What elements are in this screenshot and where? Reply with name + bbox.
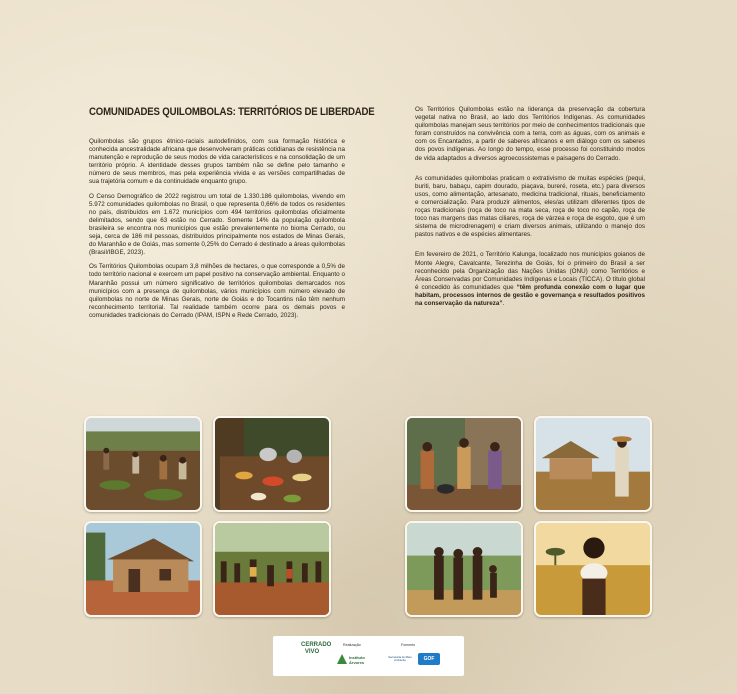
quote-highlight: “têm profunda conexão com o lugar que habitam, processos internos de gestão e governança e resultados positivos na conservação da natureza” xyxy=(415,283,645,307)
photo-thatched-hut-woman xyxy=(534,416,652,512)
paragraph-2: O Censo Demográfico de 2022 registrou um total de 1.330.186 quilombolas, vivendo em 5.972 comunidades quilombolas no Brasil, o que representa 0,66% de todos os residentes no país, distribuídos em 1.672 municípios com 494 territórios quilombolas oficialmente delimitados, sendo que 63 estão no Cerrado. Somente 14% da população quilombola brasileira se encontra nos municípios que estão prevalentemente no bioma Cerrado, ou seja, cerca de 186 mil pessoas, distribuídos principalmente nos estados de Minas Gerais, do Maranhão e de Goiás, mas somente 0,25% do Cerrado é destinado a áreas quilombolas (Brasil/IBGE, 2023). xyxy=(89,192,345,257)
gof-logo: GOF xyxy=(418,653,440,665)
realizacao-label: Realização xyxy=(343,643,361,647)
svg-text:Instituto: Instituto xyxy=(349,655,365,660)
photo-community-dance xyxy=(213,521,331,617)
partner-logos xyxy=(273,636,464,676)
paragraph-6: Em fevereiro de 2021, o Território Kalunga, localizado nos municípios goianos de Monte Alegre, Cavalcante, Terezinha de Goiás, foi o primeiro do Brasil a ser reconhecido pela Organização das Nações Unidas (ONU) como Territórios e Áreas Conservadas por Comunidades Indígenas e Locais (TICCA). O título global é concedido às comunidades que “têm profunda conexão com o lugar que habitam, processos internos de gestão e governança e resultados positivos na conservação da natureza”. xyxy=(415,251,645,307)
paragraph-1: Quilombolas são grupos étnico-raciais autodefinidos, com sua formação histórica e conhecida ancestralidade africana que desenvolveram práticas cotidianas de resistência na manutenção e reprodução de seus modos de vida característicos e na consolidação de um território próprio. A identidade desses grupos também não se define pelo tamanho e número de seus membros, mas pela experiência vivida e as versões compartilhadas de sua trajetória comum e da continuidade enquanto grupo. xyxy=(89,138,345,186)
photo-woman-grassland xyxy=(534,521,652,617)
paragraph-5: As comunidades quilombolas praticam o extrativismo de muitas espécies (pequi, buriti, baru, babaçu, capim dourado, piaçava, bureré, roseta, etc.) para diversos usos, como alimentação, artesanato, medicina tradicional, rituais, beneficiamento e comercialização. Para produzir alimentos, eles/as utilizam diferentes tipos de roças tradicionais (roça de toco na mata seca, roça de toco no capão, roça de toco nas margens das matas ciliares, roça de várzea e roça de esgoto, que é um sistema de microdrenagem) e criam diversos animais, utilizando o manejo dos pastos nativos e de espécies alimentares. xyxy=(415,174,645,239)
paragraph-4: Os Territórios Quilombolas estão na liderança da preservação da cobertura vegetal nativa no Brasil, ao lado dos Territórios Indígenas. As comunidades quilombolas manejam seus territórios por meio de conhecimentos tradicionais que foram construídos na convivência com a terra, com as águas, com os animais e com os Encantados, a partir de saberes africanos e em diálogo com os saberes dos povos indígenas. Ao longo do tempo, esse processo foi constituindo modos de vida adaptados a diversos agroecossistemas e paisagens do Cerrado. xyxy=(415,106,645,162)
right-column xyxy=(415,106,645,320)
article-title: COMUNIDADES QUILOMBOLAS: TERRITÓRIOS DE LIBERDADE xyxy=(89,106,375,118)
secretaria-logo: Secretaria do Meio Ambiente xyxy=(388,655,412,663)
photo-field-work xyxy=(84,416,202,512)
svg-text:Árvores: Árvores xyxy=(349,660,365,665)
left-column xyxy=(89,106,375,326)
instituto-arvores-logo xyxy=(335,652,377,666)
photo-family-group xyxy=(405,521,523,617)
photo-women-cooking xyxy=(405,416,523,512)
paragraph-3: Os Territórios Quilombolas ocupam 3,8 milhões de hectares, o que corresponde a 0,5% de todo território nacional e exercem um papel positivo na conservação ambiental. Enquanto o Maranhão possui um número significativo de territórios quilombolas demarcados nos municípios com a presença de quilombolas, vários municípios com número elevado de quilombolas no norte de Minas Gerais, norte de Goiás e do Tocantins não têm nenhum reconhecimento territorial. Tal realidade também ocorre para os demais povos e comunidades tradicionais do Cerrado (IPAM, ISPN e Rede Cerrado, 2023). xyxy=(89,263,345,319)
cerrado-vivo-logo: CERRADO VIVO xyxy=(301,642,332,655)
fomento-label: Fomento xyxy=(401,643,416,647)
photo-food-table xyxy=(213,416,331,512)
photo-adobe-house xyxy=(84,521,202,617)
